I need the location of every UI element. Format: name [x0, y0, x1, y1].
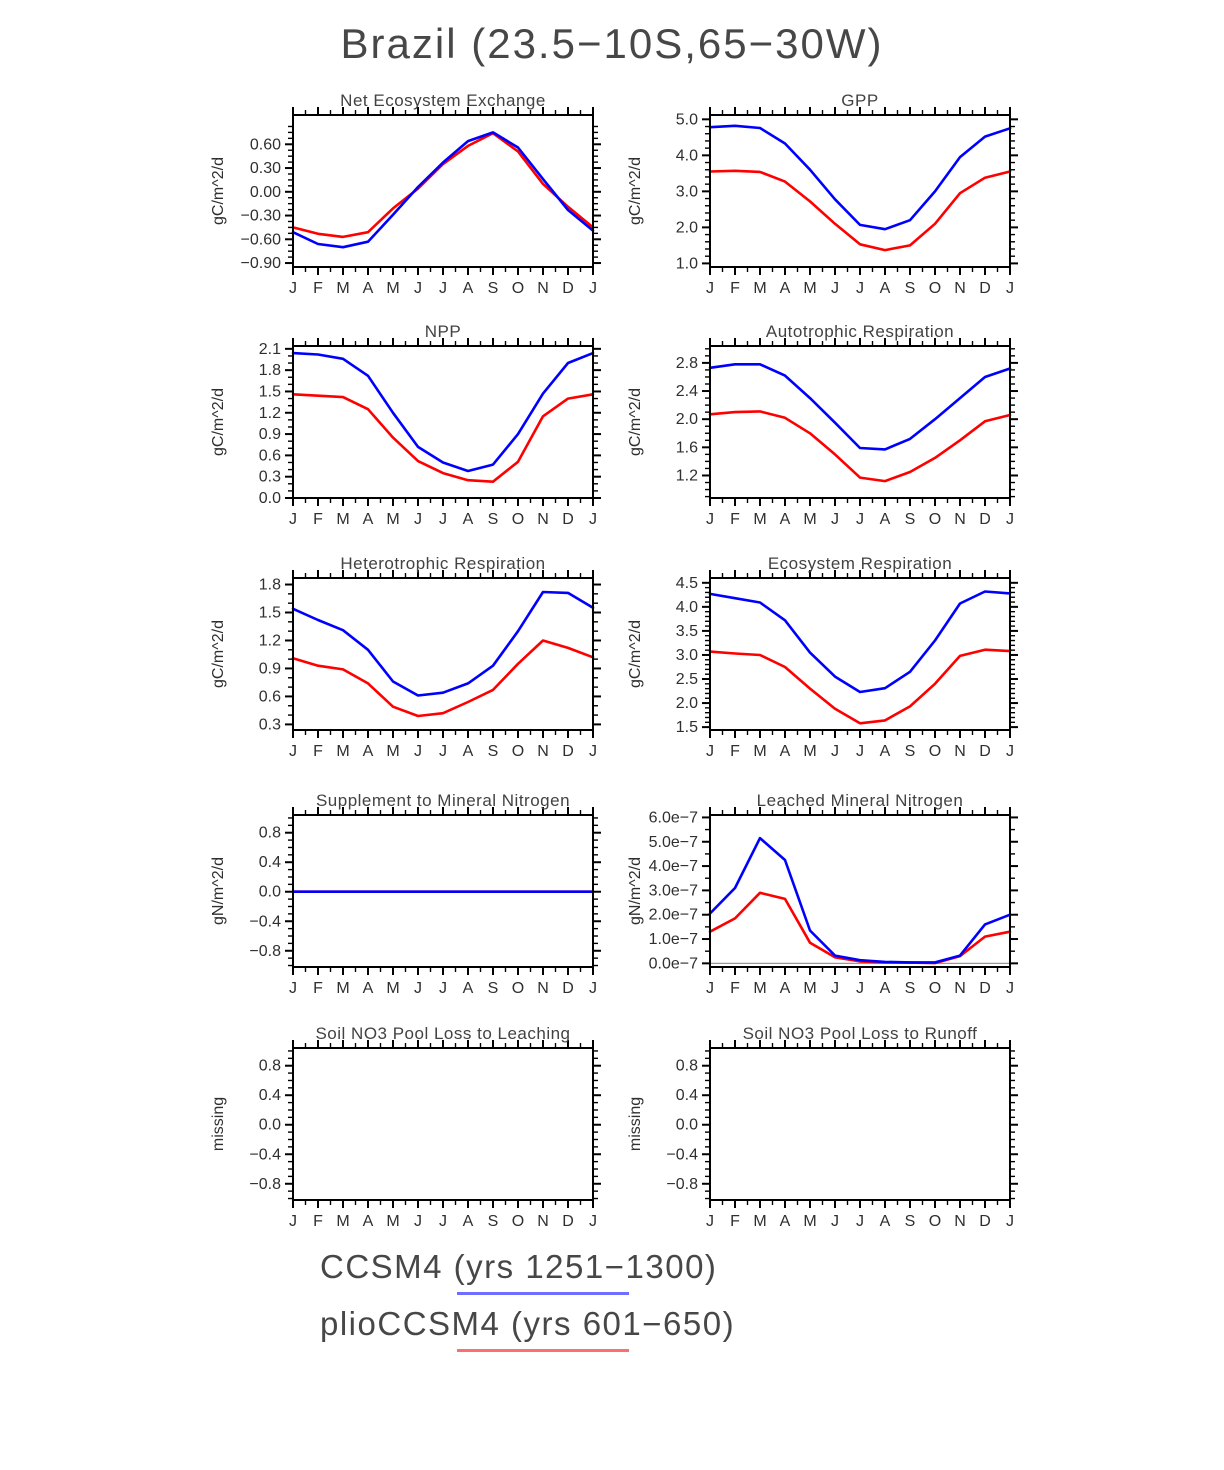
- y-tick-label: 3.0: [675, 646, 698, 664]
- x-tick-label: O: [511, 511, 525, 528]
- x-tick-label: J: [414, 1213, 422, 1230]
- x-tick-label: M: [386, 511, 400, 528]
- x-tick-label: S: [904, 743, 916, 760]
- y-tick-label: 1.5: [258, 604, 281, 622]
- x-tick-label: A: [462, 980, 474, 997]
- panel-title: NPP: [424, 322, 462, 341]
- y-tick-label: 0.9: [258, 426, 281, 444]
- series-line-ccsm4: [710, 592, 1010, 693]
- x-tick-label: D: [562, 980, 574, 997]
- x-tick-label: D: [562, 511, 574, 528]
- y-tick-label: 0.4: [258, 854, 281, 872]
- x-tick-label: O: [928, 980, 942, 997]
- x-tick-label: A: [362, 280, 374, 297]
- plot-frame: [293, 115, 593, 267]
- x-tick-label: O: [928, 1213, 942, 1230]
- x-tick-label: D: [979, 980, 991, 997]
- x-tick-label: M: [386, 1213, 400, 1230]
- x-tick-label: F: [313, 1213, 323, 1230]
- y-axis-label: gC/m^2/d: [210, 388, 227, 456]
- legend-entry-ccsm4: [320, 1248, 735, 1295]
- panel-title: Supplement to Mineral Nitrogen: [315, 791, 571, 810]
- x-tick-label: M: [803, 280, 817, 297]
- x-tick-label: A: [362, 511, 374, 528]
- x-tick-label: O: [511, 743, 525, 760]
- x-tick-label: J: [706, 743, 714, 760]
- x-tick-label: O: [511, 280, 525, 297]
- x-tick-label: M: [336, 980, 350, 997]
- series-line-ccsm4: [710, 838, 1010, 962]
- x-tick-label: J: [856, 511, 864, 528]
- y-tick-label: 0.3: [258, 468, 281, 486]
- x-tick-label: D: [562, 743, 574, 760]
- panel-title: Soil NO3 Pool Loss to Runoff: [742, 1024, 978, 1043]
- x-tick-label: J: [856, 980, 864, 997]
- y-tick-label: 3.0: [675, 183, 698, 201]
- x-tick-label: D: [979, 743, 991, 760]
- y-tick-label: 0.6: [258, 688, 281, 706]
- y-tick-label: 4.0: [675, 147, 698, 165]
- y-tick-label: −0.30: [240, 207, 281, 225]
- x-tick-label: S: [487, 980, 499, 997]
- series-line-plioccsm4: [710, 893, 1010, 963]
- series-line-ccsm4: [293, 592, 593, 696]
- y-tick-label: 1.5: [675, 719, 698, 737]
- plot-frame: [710, 1048, 1010, 1200]
- x-tick-label: J: [439, 1213, 447, 1230]
- x-tick-label: J: [1006, 280, 1014, 297]
- panel-title: Leached Mineral Nitrogen: [756, 791, 964, 810]
- y-tick-label: 5.0e−7: [648, 833, 698, 851]
- y-tick-label: 1.5: [258, 383, 281, 401]
- x-tick-label: A: [462, 1213, 474, 1230]
- x-tick-label: D: [562, 280, 574, 297]
- x-tick-label: M: [803, 511, 817, 528]
- series-line-plioccsm4: [710, 171, 1010, 250]
- panel-title: Ecosystem Respiration: [767, 554, 953, 573]
- x-tick-label: A: [779, 1213, 791, 1230]
- chart-soil-no3-loss-runoff: [610, 1022, 1080, 1252]
- series-line-plioccsm4: [293, 641, 593, 717]
- y-tick-label: 1.8: [258, 362, 281, 380]
- x-tick-label: J: [589, 743, 597, 760]
- x-tick-label: M: [803, 743, 817, 760]
- x-tick-label: A: [779, 980, 791, 997]
- y-tick-label: 0.4: [258, 1087, 281, 1105]
- x-tick-label: F: [730, 980, 740, 997]
- x-tick-label: M: [753, 511, 767, 528]
- y-tick-label: 2.4: [675, 383, 698, 401]
- chart-npp: [193, 320, 663, 550]
- y-axis-label: gC/m^2/d: [627, 620, 644, 688]
- x-tick-label: J: [289, 511, 297, 528]
- x-tick-label: A: [779, 280, 791, 297]
- x-tick-label: J: [414, 980, 422, 997]
- x-tick-label: N: [954, 1213, 966, 1230]
- series-line-plioccsm4: [293, 394, 593, 481]
- chart-soil-no3-loss-leaching: [193, 1022, 663, 1252]
- x-tick-label: S: [487, 280, 499, 297]
- x-tick-label: A: [462, 743, 474, 760]
- panel-title: Soil NO3 Pool Loss to Leaching: [315, 1024, 571, 1043]
- y-tick-label: 0.6: [258, 447, 281, 465]
- x-tick-label: M: [753, 1213, 767, 1230]
- x-tick-label: J: [439, 980, 447, 997]
- x-tick-label: M: [803, 980, 817, 997]
- x-tick-label: J: [439, 511, 447, 528]
- x-tick-label: J: [856, 743, 864, 760]
- x-tick-label: F: [730, 1213, 740, 1230]
- plot-frame: [293, 578, 593, 730]
- x-tick-label: F: [730, 511, 740, 528]
- y-tick-label: 0.0: [258, 1116, 281, 1134]
- y-tick-label: 2.8: [675, 354, 698, 372]
- x-tick-label: F: [313, 743, 323, 760]
- y-axis-label: gC/m^2/d: [627, 388, 644, 456]
- y-tick-label: −0.60: [240, 231, 281, 249]
- legend-entry-plioccsm4: [320, 1305, 735, 1352]
- x-tick-label: N: [537, 511, 549, 528]
- y-tick-label: 2.1: [258, 340, 281, 358]
- x-tick-label: M: [803, 1213, 817, 1230]
- y-tick-label: 5.0: [675, 111, 698, 129]
- legend-line-ccsm4: [457, 1292, 629, 1295]
- x-tick-label: A: [362, 1213, 374, 1230]
- x-tick-label: J: [414, 743, 422, 760]
- series-line-plioccsm4: [710, 650, 1010, 724]
- x-tick-label: S: [487, 1213, 499, 1230]
- panel-title: Heterotrophic Respiration: [340, 554, 546, 573]
- x-tick-label: J: [289, 280, 297, 297]
- x-tick-label: N: [954, 280, 966, 297]
- x-tick-label: J: [706, 280, 714, 297]
- x-tick-label: S: [487, 511, 499, 528]
- figure-title: Brazil (23.5−10S,65−30W): [340, 20, 884, 67]
- x-tick-label: A: [879, 280, 891, 297]
- y-axis-label: missing: [210, 1096, 227, 1152]
- y-tick-label: 0.0: [258, 883, 281, 901]
- chart-ecosystem-respiration: [610, 552, 1080, 782]
- y-tick-label: 0.3: [258, 716, 281, 734]
- y-tick-label: 4.5: [675, 574, 698, 592]
- x-tick-label: N: [954, 511, 966, 528]
- chart-leached-mineral-nitrogen: [610, 789, 1080, 1019]
- x-tick-label: J: [439, 280, 447, 297]
- x-tick-label: N: [537, 280, 549, 297]
- y-tick-label: −0.4: [666, 1146, 698, 1164]
- x-tick-label: F: [313, 280, 323, 297]
- x-tick-label: J: [856, 280, 864, 297]
- chart-supplement-to-mineral-nitrogen: [193, 789, 663, 1019]
- y-tick-label: 2.0e−7: [648, 906, 698, 924]
- x-tick-label: A: [879, 511, 891, 528]
- x-tick-label: S: [904, 980, 916, 997]
- x-tick-label: S: [904, 1213, 916, 1230]
- x-tick-label: J: [1006, 1213, 1014, 1230]
- y-tick-label: 0.30: [249, 160, 281, 178]
- y-tick-label: 0.00: [249, 183, 281, 201]
- y-tick-label: 4.0e−7: [648, 858, 698, 876]
- x-tick-label: A: [362, 743, 374, 760]
- legend-label-plioccsm4: plioCCSM4 (yrs 601−650): [320, 1305, 736, 1342]
- y-tick-label: 0.8: [258, 824, 281, 842]
- x-tick-label: M: [336, 1213, 350, 1230]
- x-tick-label: A: [779, 511, 791, 528]
- panel-title: Autotrophic Respiration: [765, 322, 955, 341]
- x-tick-label: N: [537, 1213, 549, 1230]
- x-tick-label: F: [730, 743, 740, 760]
- chart-net-ecosystem-exchange: [193, 89, 663, 319]
- y-axis-label: missing: [627, 1096, 644, 1152]
- y-tick-label: 0.60: [249, 136, 281, 154]
- y-axis-label: gC/m^2/d: [210, 157, 227, 225]
- x-tick-label: J: [1006, 743, 1014, 760]
- x-tick-label: J: [706, 1213, 714, 1230]
- x-tick-label: D: [979, 280, 991, 297]
- x-tick-label: J: [1006, 511, 1014, 528]
- x-tick-label: O: [511, 1213, 525, 1230]
- legend-line-plioccsm4: [457, 1349, 629, 1352]
- plot-frame: [293, 1048, 593, 1200]
- x-tick-label: S: [904, 280, 916, 297]
- y-tick-label: 3.5: [675, 622, 698, 640]
- y-tick-label: 0.9: [258, 660, 281, 678]
- x-tick-label: A: [879, 1213, 891, 1230]
- x-tick-label: M: [336, 511, 350, 528]
- x-tick-label: N: [954, 980, 966, 997]
- x-tick-label: F: [313, 511, 323, 528]
- chart-heterotrophic-respiration: [193, 552, 663, 782]
- x-tick-label: D: [562, 1213, 574, 1230]
- x-tick-label: F: [313, 980, 323, 997]
- y-tick-label: 2.0: [675, 695, 698, 713]
- y-tick-label: −0.4: [249, 913, 281, 931]
- x-tick-label: O: [928, 511, 942, 528]
- y-tick-label: 0.4: [675, 1087, 698, 1105]
- x-tick-label: S: [487, 743, 499, 760]
- y-tick-label: 4.0: [675, 598, 698, 616]
- x-tick-label: J: [589, 511, 597, 528]
- y-tick-label: 0.8: [675, 1057, 698, 1075]
- chart-gpp: [610, 89, 1080, 319]
- x-tick-label: D: [979, 511, 991, 528]
- x-tick-label: A: [879, 743, 891, 760]
- x-tick-label: J: [831, 280, 839, 297]
- x-tick-label: N: [954, 743, 966, 760]
- x-tick-label: O: [928, 280, 942, 297]
- x-tick-label: J: [831, 980, 839, 997]
- x-tick-label: J: [706, 511, 714, 528]
- y-tick-label: 6.0e−7: [648, 809, 698, 827]
- y-tick-label: 0.0e−7: [648, 955, 698, 973]
- y-tick-label: 3.0e−7: [648, 882, 698, 900]
- x-tick-label: M: [336, 280, 350, 297]
- x-tick-label: J: [706, 980, 714, 997]
- x-tick-label: S: [904, 511, 916, 528]
- x-tick-label: M: [753, 280, 767, 297]
- x-tick-label: F: [730, 280, 740, 297]
- y-tick-label: −0.4: [249, 1146, 281, 1164]
- x-tick-label: A: [462, 280, 474, 297]
- x-tick-label: J: [414, 280, 422, 297]
- x-tick-label: N: [537, 743, 549, 760]
- panel-title: GPP: [841, 91, 879, 110]
- y-tick-label: −0.8: [666, 1175, 698, 1193]
- y-tick-label: −0.8: [249, 942, 281, 960]
- x-tick-label: J: [856, 1213, 864, 1230]
- x-tick-label: M: [386, 743, 400, 760]
- y-tick-label: 1.0: [675, 255, 698, 273]
- x-tick-label: J: [439, 743, 447, 760]
- y-tick-label: 1.0e−7: [648, 931, 698, 949]
- x-tick-label: A: [879, 980, 891, 997]
- y-tick-label: 1.2: [258, 632, 281, 650]
- x-tick-label: A: [462, 511, 474, 528]
- x-tick-label: J: [831, 743, 839, 760]
- y-tick-label: 1.8: [258, 576, 281, 594]
- x-tick-label: J: [289, 980, 297, 997]
- y-tick-label: 1.6: [675, 439, 698, 457]
- x-tick-label: J: [589, 1213, 597, 1230]
- panel-title: Net Ecosystem Exchange: [340, 91, 546, 110]
- x-tick-label: J: [831, 1213, 839, 1230]
- x-tick-label: J: [589, 980, 597, 997]
- x-tick-label: D: [979, 1213, 991, 1230]
- chart-autotrophic-respiration: [610, 320, 1080, 550]
- x-tick-label: J: [289, 743, 297, 760]
- y-axis-label: gC/m^2/d: [627, 157, 644, 225]
- x-tick-label: M: [386, 280, 400, 297]
- x-tick-label: O: [928, 743, 942, 760]
- x-tick-label: J: [289, 1213, 297, 1230]
- series-line-ccsm4: [710, 126, 1010, 229]
- y-tick-label: 2.0: [675, 219, 698, 237]
- y-tick-label: 1.2: [675, 467, 698, 485]
- y-tick-label: −0.90: [240, 255, 281, 273]
- plot-frame: [293, 346, 593, 498]
- plot-frame: [710, 346, 1010, 498]
- x-tick-label: M: [336, 743, 350, 760]
- legend: [320, 1248, 735, 1362]
- x-tick-label: J: [589, 280, 597, 297]
- x-tick-label: J: [831, 511, 839, 528]
- x-tick-label: M: [753, 980, 767, 997]
- x-tick-label: A: [779, 743, 791, 760]
- x-tick-label: N: [537, 980, 549, 997]
- x-tick-label: J: [1006, 980, 1014, 997]
- y-axis-label: gN/m^2/d: [210, 857, 227, 925]
- y-axis-label: gC/m^2/d: [210, 620, 227, 688]
- x-tick-label: J: [414, 511, 422, 528]
- y-tick-label: 2.0: [675, 411, 698, 429]
- x-tick-label: M: [386, 980, 400, 997]
- y-tick-label: 2.5: [675, 671, 698, 689]
- y-tick-label: 1.2: [258, 404, 281, 422]
- x-tick-label: M: [753, 743, 767, 760]
- legend-label-ccsm4: CCSM4 (yrs 1251−1300): [320, 1248, 718, 1285]
- y-tick-label: 0.0: [675, 1116, 698, 1134]
- y-tick-label: 0.0: [258, 490, 281, 507]
- y-axis-label: gN/m^2/d: [627, 857, 644, 925]
- x-tick-label: O: [511, 980, 525, 997]
- x-tick-label: A: [362, 980, 374, 997]
- y-tick-label: −0.8: [249, 1175, 281, 1193]
- plot-frame: [710, 815, 1010, 967]
- y-tick-label: 0.8: [258, 1057, 281, 1075]
